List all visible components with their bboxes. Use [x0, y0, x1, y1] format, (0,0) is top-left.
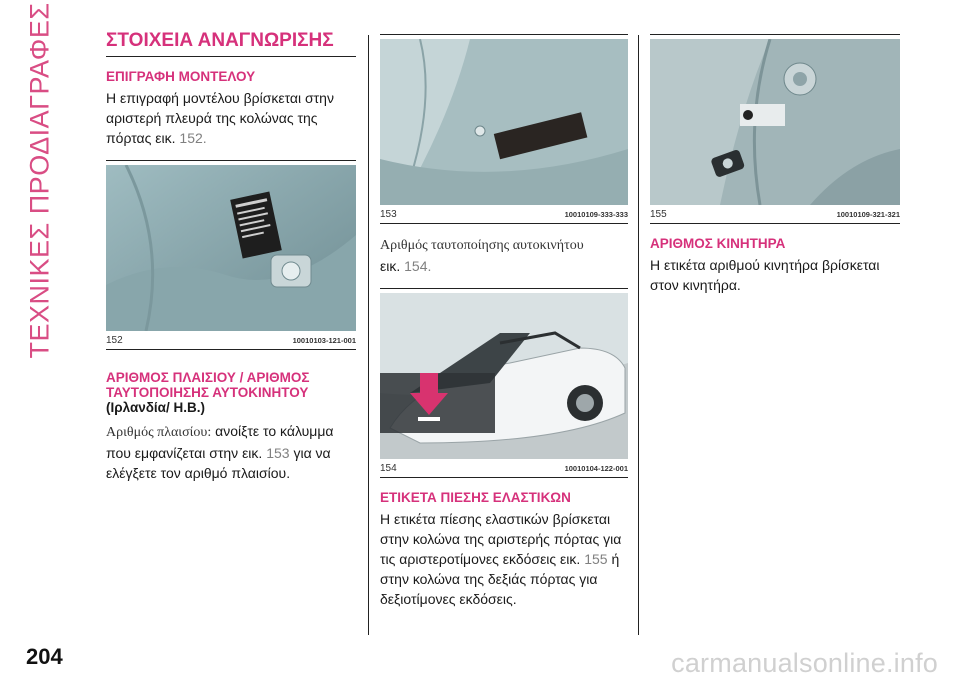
- chassis-number-body: ανοίξτε το κάλυμμα που εμφανίζεται στην εικ.: [106, 423, 334, 461]
- photo-chassis-cover: [380, 39, 628, 205]
- column-middle: [380, 30, 628, 609]
- figure-154: [380, 288, 628, 478]
- figure-number: 153: [380, 208, 397, 220]
- side-section-title: [16, 1, 64, 359]
- model-plate-body: Η επιγραφή μοντέλου βρίσκεται στην αριστερή πλευρά της κολώνας της πόρτας εικ.: [106, 90, 334, 146]
- figure-code: 10010109-333-333: [564, 209, 628, 219]
- vin-lead: Αριθμός ταυτοποίησης αυτοκινήτου: [380, 238, 584, 253]
- tyre-pressure-body: Η ετικέτα πίεσης ελαστικών βρίσκεται στην κολώνα της αριστερής πόρτας για τις αριστεροτίμονες εκδόσεις εικ.: [380, 511, 622, 567]
- vin-text: [380, 234, 628, 276]
- figure-code: 10010104-122-001: [564, 463, 628, 473]
- watermark: carmanualsonline.info: [671, 648, 938, 678]
- column-left: [106, 30, 356, 483]
- figure-reference: 152.: [179, 130, 207, 146]
- engine-number-text: Η ετικέτα αριθμού κινητήρα βρίσκεται στον κινητήρα.: [650, 257, 880, 293]
- figure-155: [650, 34, 900, 224]
- chassis-number-heading: ΑΡΙΘΜΟΣ ΠΛΑΙΣΙΟΥ / ΑΡΙΘΜΟΣ ΤΑΥΤΟΠΟΙΗΣΗΣ ΑΥΤΟΚΙΝΗΤΟΥ: [106, 370, 310, 400]
- photo-car-vin-location: [380, 293, 628, 459]
- figure-caption: [380, 205, 628, 224]
- photo-door-pillar-tyre-label: [650, 39, 900, 205]
- figure-caption: [106, 331, 356, 350]
- column-divider: [638, 35, 639, 635]
- model-plate-text: [106, 88, 356, 148]
- figure-number: 155: [650, 208, 667, 220]
- tyre-pressure-text: [380, 509, 628, 609]
- page-number: 204: [26, 644, 63, 669]
- chassis-number-body-end: για να ελέγξετε τον αριθμό πλαισίου.: [106, 445, 331, 481]
- figure-caption: [650, 205, 900, 224]
- chassis-number-lead: Αριθμός πλαισίου:: [106, 425, 212, 440]
- photo-door-pillar-plate: [106, 165, 356, 331]
- model-plate-heading: ΕΠΙΓΡΑΦΗ ΜΟΝΤΕΛΟΥ: [106, 69, 256, 84]
- engine-number-heading: ΑΡΙΘΜΟΣ ΚΙΝΗΤΗΡΑ: [650, 236, 786, 251]
- figure-reference: 154.: [404, 258, 432, 274]
- chassis-number-subheading: (Ιρλανδία/ Η.Β.): [106, 400, 205, 415]
- column-divider: [368, 35, 369, 635]
- tyre-pressure-body-end: ή στην κολώνα της δεξιάς πόρτας για δεξιοτίμονες εκδόσεις.: [380, 551, 620, 607]
- figure-152: [106, 160, 356, 350]
- figure-number: 152: [106, 334, 123, 346]
- figure-code: 10010103-121-001: [292, 335, 356, 345]
- figure-number: 154: [380, 462, 397, 474]
- column-right: [650, 30, 900, 295]
- figure-reference: 153: [266, 445, 290, 461]
- figure-153: [380, 34, 628, 224]
- side-section-title-text: ΤΕΧΝΙΚΕΣ ΠΡΟΔΙΑΓΡΑΦΕΣ: [24, 1, 55, 359]
- tyre-pressure-heading: ΕΤΙΚΕΤΑ ΠΙΕΣΗΣ ΕΛΑΣΤΙΚΩΝ: [380, 490, 571, 505]
- vin-body: εικ.: [380, 258, 401, 274]
- chassis-number-text: [106, 421, 356, 483]
- figure-code: 10010109-321-321: [836, 209, 900, 219]
- section-title: ΣΤΟΙΧΕΙΑ ΑΝΑΓΝΩΡΙΣΗΣ: [106, 30, 356, 57]
- figure-reference: 155: [584, 551, 608, 567]
- figure-caption: [380, 459, 628, 478]
